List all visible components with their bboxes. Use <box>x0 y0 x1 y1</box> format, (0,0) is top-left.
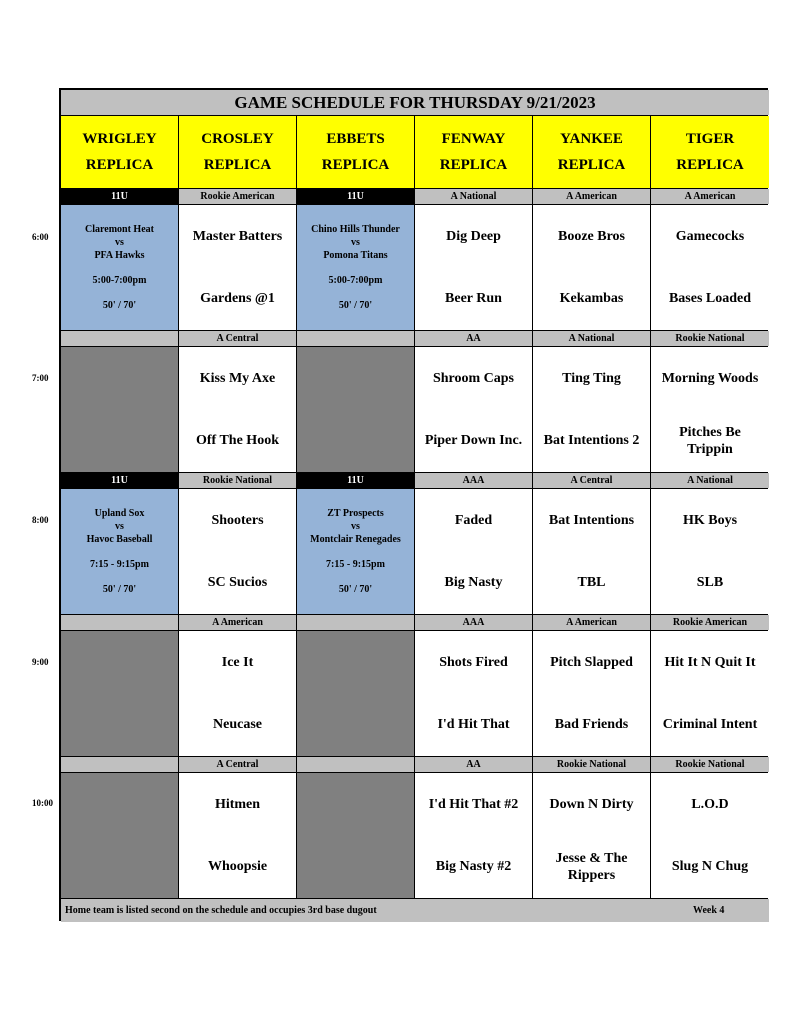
division-label: Rookie American <box>651 615 769 630</box>
team-home: Off The Hook <box>196 433 279 449</box>
team-home: Pitches Be Trippin <box>679 424 741 457</box>
division-label: AA <box>415 757 532 772</box>
division-label: A Central <box>179 757 296 772</box>
team-away: Dig Deep <box>446 228 501 244</box>
division-label <box>61 757 178 772</box>
team-home: Whoopsie <box>207 859 268 875</box>
team-home: Criminal Intent <box>662 717 758 733</box>
team-home: Big Nasty <box>444 575 503 591</box>
field-header-yankee <box>533 116 650 188</box>
team-away: Hit It N Quit It <box>664 654 756 670</box>
game-cell-wrigley-8 <box>61 489 178 614</box>
schedule-footer <box>61 899 769 922</box>
field-dims: 50' / 70' <box>102 300 137 311</box>
division-label <box>297 615 414 630</box>
team-home: I'd Hit That <box>437 717 510 733</box>
team-home: Beer Run <box>445 291 502 307</box>
home-team: Pomona Titans <box>323 250 388 261</box>
vs-text: vs <box>115 237 124 248</box>
empty-cell-wrigley-7 <box>61 347 178 472</box>
team-away: Gamecocks <box>675 228 745 244</box>
team-home: SLB <box>696 575 724 591</box>
game-cell-yankee-7 <box>533 347 650 472</box>
division-label: A National <box>533 331 650 346</box>
vs-text: vs <box>351 237 360 248</box>
game-time: 7:15 - 9:15pm <box>326 559 385 570</box>
home-team: Havoc Baseball <box>86 534 153 545</box>
time-label-8: 8:00 <box>32 515 49 525</box>
team-away: Pitch Slapped <box>550 654 633 670</box>
game-time: 7:15 - 9:15pm <box>90 559 149 570</box>
game-cell-tiger-6 <box>651 205 769 330</box>
division-label: 11U <box>297 189 414 204</box>
field-header-tiger <box>651 116 769 188</box>
week-label: Week 4 <box>693 905 725 916</box>
game-time: 5:00-7:00pm <box>92 275 147 286</box>
empty-cell-wrigley-9 <box>61 631 178 756</box>
field-sub: REPLICA <box>85 156 154 173</box>
division-label: A American <box>651 189 769 204</box>
team-home: Slug N Chug <box>671 859 749 875</box>
game-cell-tiger-10 <box>651 773 769 898</box>
game-cell-crosley-7 <box>179 347 296 472</box>
game-cell-tiger-7 <box>651 347 769 472</box>
division-label: Rookie National <box>533 757 650 772</box>
team-home: Big Nasty #2 <box>435 859 512 875</box>
division-label: A American <box>533 189 650 204</box>
team-away: Down N Dirty <box>549 796 634 812</box>
team-away: Master Batters <box>192 228 283 244</box>
schedule-title: GAME SCHEDULE FOR THURSDAY 9/21/2023 <box>61 90 769 115</box>
division-label: Rookie National <box>651 757 769 772</box>
team-away: Shots Fired <box>439 654 508 670</box>
schedule-table <box>59 88 768 921</box>
game-cell-yankee-8 <box>533 489 650 614</box>
team-home: Kekambas <box>559 291 624 307</box>
field-header-ebbets <box>297 116 414 188</box>
division-label <box>61 615 178 630</box>
empty-cell-ebbets-10 <box>297 773 414 898</box>
game-cell-yankee-6 <box>533 205 650 330</box>
field-sub: REPLICA <box>203 156 272 173</box>
division-label <box>297 331 414 346</box>
game-cell-crosley-9 <box>179 631 296 756</box>
game-cell-fenway-8 <box>415 489 532 614</box>
team-away: L.O.D <box>691 796 729 812</box>
time-label-6: 6:00 <box>32 232 49 242</box>
field-header-wrigley <box>61 116 178 188</box>
field-dims: 50' / 70' <box>338 584 373 595</box>
game-cell-tiger-9 <box>651 631 769 756</box>
time-label-7: 7:00 <box>32 373 49 383</box>
field-sub: REPLICA <box>321 156 390 173</box>
game-cell-tiger-8 <box>651 489 769 614</box>
team-away: Shroom Caps <box>432 370 515 386</box>
team-away: Ice It <box>221 654 254 670</box>
division-label: A National <box>415 189 532 204</box>
game-cell-fenway-9 <box>415 631 532 756</box>
division-label: A American <box>533 615 650 630</box>
time-label-9: 9:00 <box>32 657 49 667</box>
division-label: A American <box>179 615 296 630</box>
game-cell-fenway-6 <box>415 205 532 330</box>
empty-cell-ebbets-9 <box>297 631 414 756</box>
game-time: 5:00-7:00pm <box>328 275 383 286</box>
game-cell-crosley-10 <box>179 773 296 898</box>
game-cell-wrigley-6 <box>61 205 178 330</box>
game-cell-ebbets-6 <box>297 205 414 330</box>
away-team: ZT Prospects <box>327 508 384 519</box>
empty-cell-ebbets-7 <box>297 347 414 472</box>
away-team: Claremont Heat <box>85 224 154 235</box>
empty-cell-wrigley-10 <box>61 773 178 898</box>
field-dims: 50' / 70' <box>102 584 137 595</box>
field-sub: REPLICA <box>557 156 626 173</box>
game-cell-yankee-10 <box>533 773 650 898</box>
team-home: Bad Friends <box>554 717 629 733</box>
away-team: Upland Sox <box>94 508 145 519</box>
game-cell-crosley-6 <box>179 205 296 330</box>
division-label: 11U <box>297 473 414 488</box>
team-away: Bat Intentions <box>548 512 635 528</box>
team-away: I'd Hit That #2 <box>428 796 519 812</box>
team-away: Morning Woods <box>661 370 759 386</box>
division-label: AAA <box>415 473 532 488</box>
division-label <box>297 757 414 772</box>
game-cell-ebbets-8 <box>297 489 414 614</box>
team-away: HK Boys <box>682 512 738 528</box>
division-label: Rookie National <box>651 331 769 346</box>
field-sub: REPLICA <box>676 156 744 173</box>
field-header-fenway <box>415 116 532 188</box>
team-home: Gardens @1 <box>200 291 275 307</box>
team-home: Bat Intentions 2 <box>543 433 640 449</box>
time-label-10: 10:00 <box>32 798 53 808</box>
field-sub: REPLICA <box>439 156 508 173</box>
game-cell-yankee-9 <box>533 631 650 756</box>
game-cell-crosley-8 <box>179 489 296 614</box>
vs-text: vs <box>351 521 360 532</box>
home-team: PFA Hawks <box>94 250 145 261</box>
division-label: A National <box>651 473 769 488</box>
field-header-crosley <box>179 116 296 188</box>
division-label: A Central <box>533 473 650 488</box>
field-name: YANKEE <box>560 130 623 147</box>
division-label: 11U <box>61 189 178 204</box>
team-away: Faded <box>454 512 493 528</box>
team-away: Shooters <box>211 512 264 528</box>
team-home: SC Sucios <box>207 575 268 591</box>
division-label: Rookie American <box>179 189 296 204</box>
team-away: Hitmen <box>214 796 261 812</box>
division-label: AA <box>415 331 532 346</box>
team-away: Ting Ting <box>562 370 621 386</box>
field-name: EBBETS <box>326 130 385 147</box>
team-home: Piper Down Inc. <box>424 433 523 449</box>
team-away: Booze Bros <box>557 228 625 244</box>
footer-note: Home team is listed second on the schedule and occupies 3rd base dugout <box>65 905 377 916</box>
home-team: Montclair Renegades <box>310 534 401 545</box>
division-label: A Central <box>179 331 296 346</box>
team-home: Neucase <box>213 717 262 733</box>
field-name: FENWAY <box>441 130 506 147</box>
team-home: Bases Loaded <box>668 291 752 307</box>
field-name: TIGER <box>685 130 735 147</box>
field-name: WRIGLEY <box>82 130 157 147</box>
game-cell-fenway-7 <box>415 347 532 472</box>
field-name: CROSLEY <box>201 130 274 147</box>
away-team: Chino Hills Thunder <box>311 224 400 235</box>
division-label <box>61 331 178 346</box>
vs-text: vs <box>115 521 124 532</box>
team-home: TBL <box>577 575 606 591</box>
team-home: Jesse & The Rippers <box>555 850 628 883</box>
division-label: Rookie National <box>179 473 296 488</box>
team-away: Kiss My Axe <box>199 370 276 386</box>
field-dims: 50' / 70' <box>338 300 373 311</box>
game-cell-fenway-10 <box>415 773 532 898</box>
division-label: AAA <box>415 615 532 630</box>
division-label: 11U <box>61 473 178 488</box>
